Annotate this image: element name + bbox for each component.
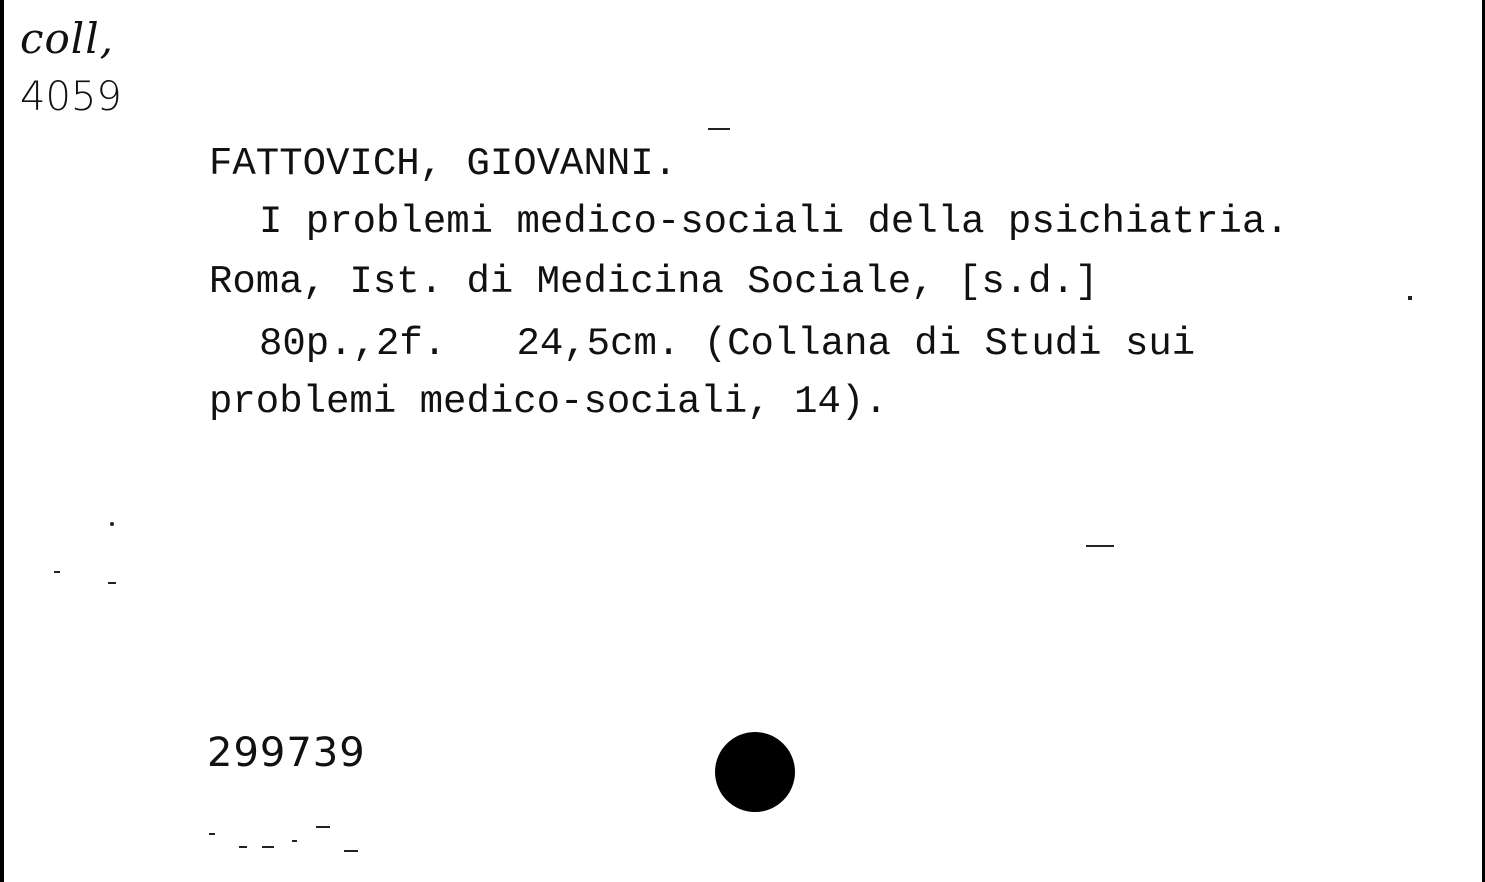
speck-mark <box>708 128 730 130</box>
call-number-collection: coll, <box>20 14 115 63</box>
author-heading: FATTOVICH, GIOVANNI. <box>209 142 678 186</box>
speck-mark <box>1408 296 1412 300</box>
speck-mark <box>209 833 215 835</box>
speck-mark <box>110 522 114 526</box>
collation-line: 80p.,2f. 24,5cm. (Collana di Studi sui <box>259 322 1196 366</box>
speck-mark <box>292 840 297 842</box>
series-line: problemi medico-sociali, 14). <box>209 380 888 424</box>
accession-number: 299739 <box>207 730 366 776</box>
speck-mark <box>239 846 247 848</box>
title-line: I problemi medico-sociali della psichiatria. <box>259 200 1289 244</box>
speck-mark <box>108 582 116 584</box>
speck-mark <box>262 846 274 848</box>
speck-mark <box>54 571 60 573</box>
speck-mark <box>316 826 330 828</box>
speck-mark <box>1086 545 1114 547</box>
call-number: 4059 <box>20 74 122 120</box>
speck-mark <box>344 850 358 852</box>
imprint-line: Roma, Ist. di Medicina Sociale, [s.d.] <box>209 260 1099 304</box>
punch-hole <box>715 732 795 812</box>
